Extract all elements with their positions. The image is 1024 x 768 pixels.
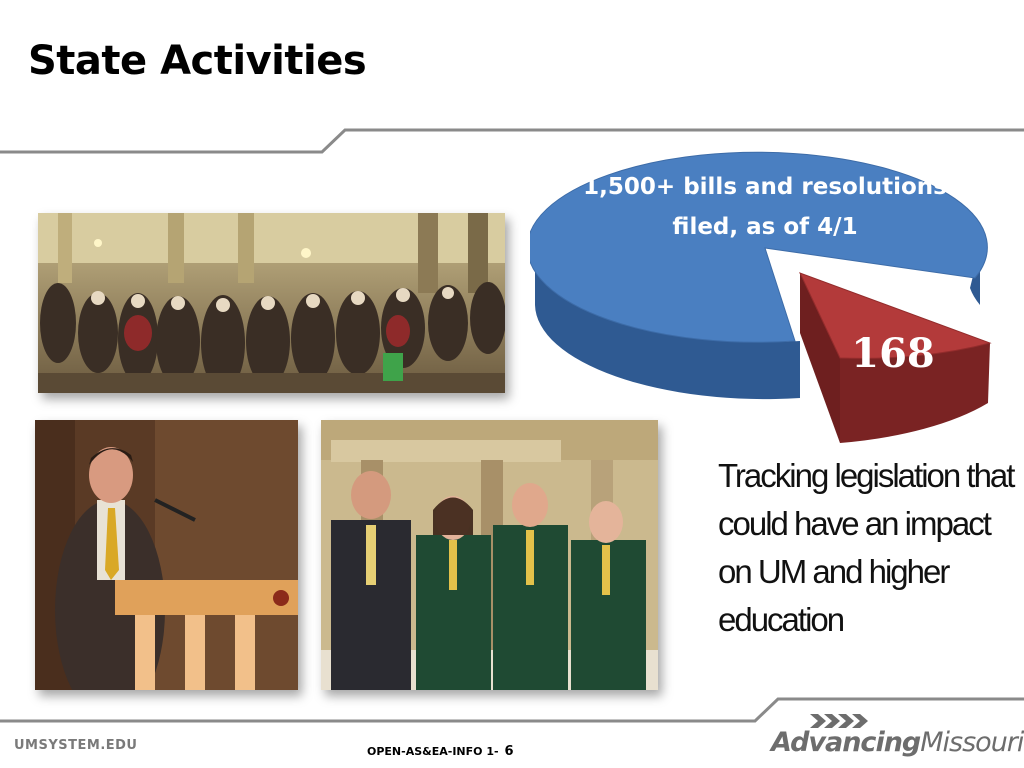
pie-slice-label: 168: [851, 330, 935, 377]
doc-id: OPEN-AS&EA-INFO 1-: [367, 745, 499, 758]
tracking-description: Tracking legislation that could have an impact on UM and higher education: [718, 457, 1014, 638]
group-photo: [321, 420, 658, 690]
logo-light-text: Missouri: [920, 727, 1024, 758]
slide-title: State Activities: [28, 38, 367, 84]
doc-reference: [367, 744, 514, 759]
site-url[interactable]: UMSYSTEM.EDU: [14, 738, 138, 753]
pie-main-label: 1,500+ bills and resolutions filed, as of 4/1: [583, 174, 947, 240]
audience-photo: [38, 213, 505, 393]
advancing-missouri-logo: [771, 727, 1023, 758]
page-number: 6: [504, 744, 514, 759]
speaker-photo: [35, 420, 298, 690]
logo-bold-text: Advancing: [771, 727, 921, 758]
